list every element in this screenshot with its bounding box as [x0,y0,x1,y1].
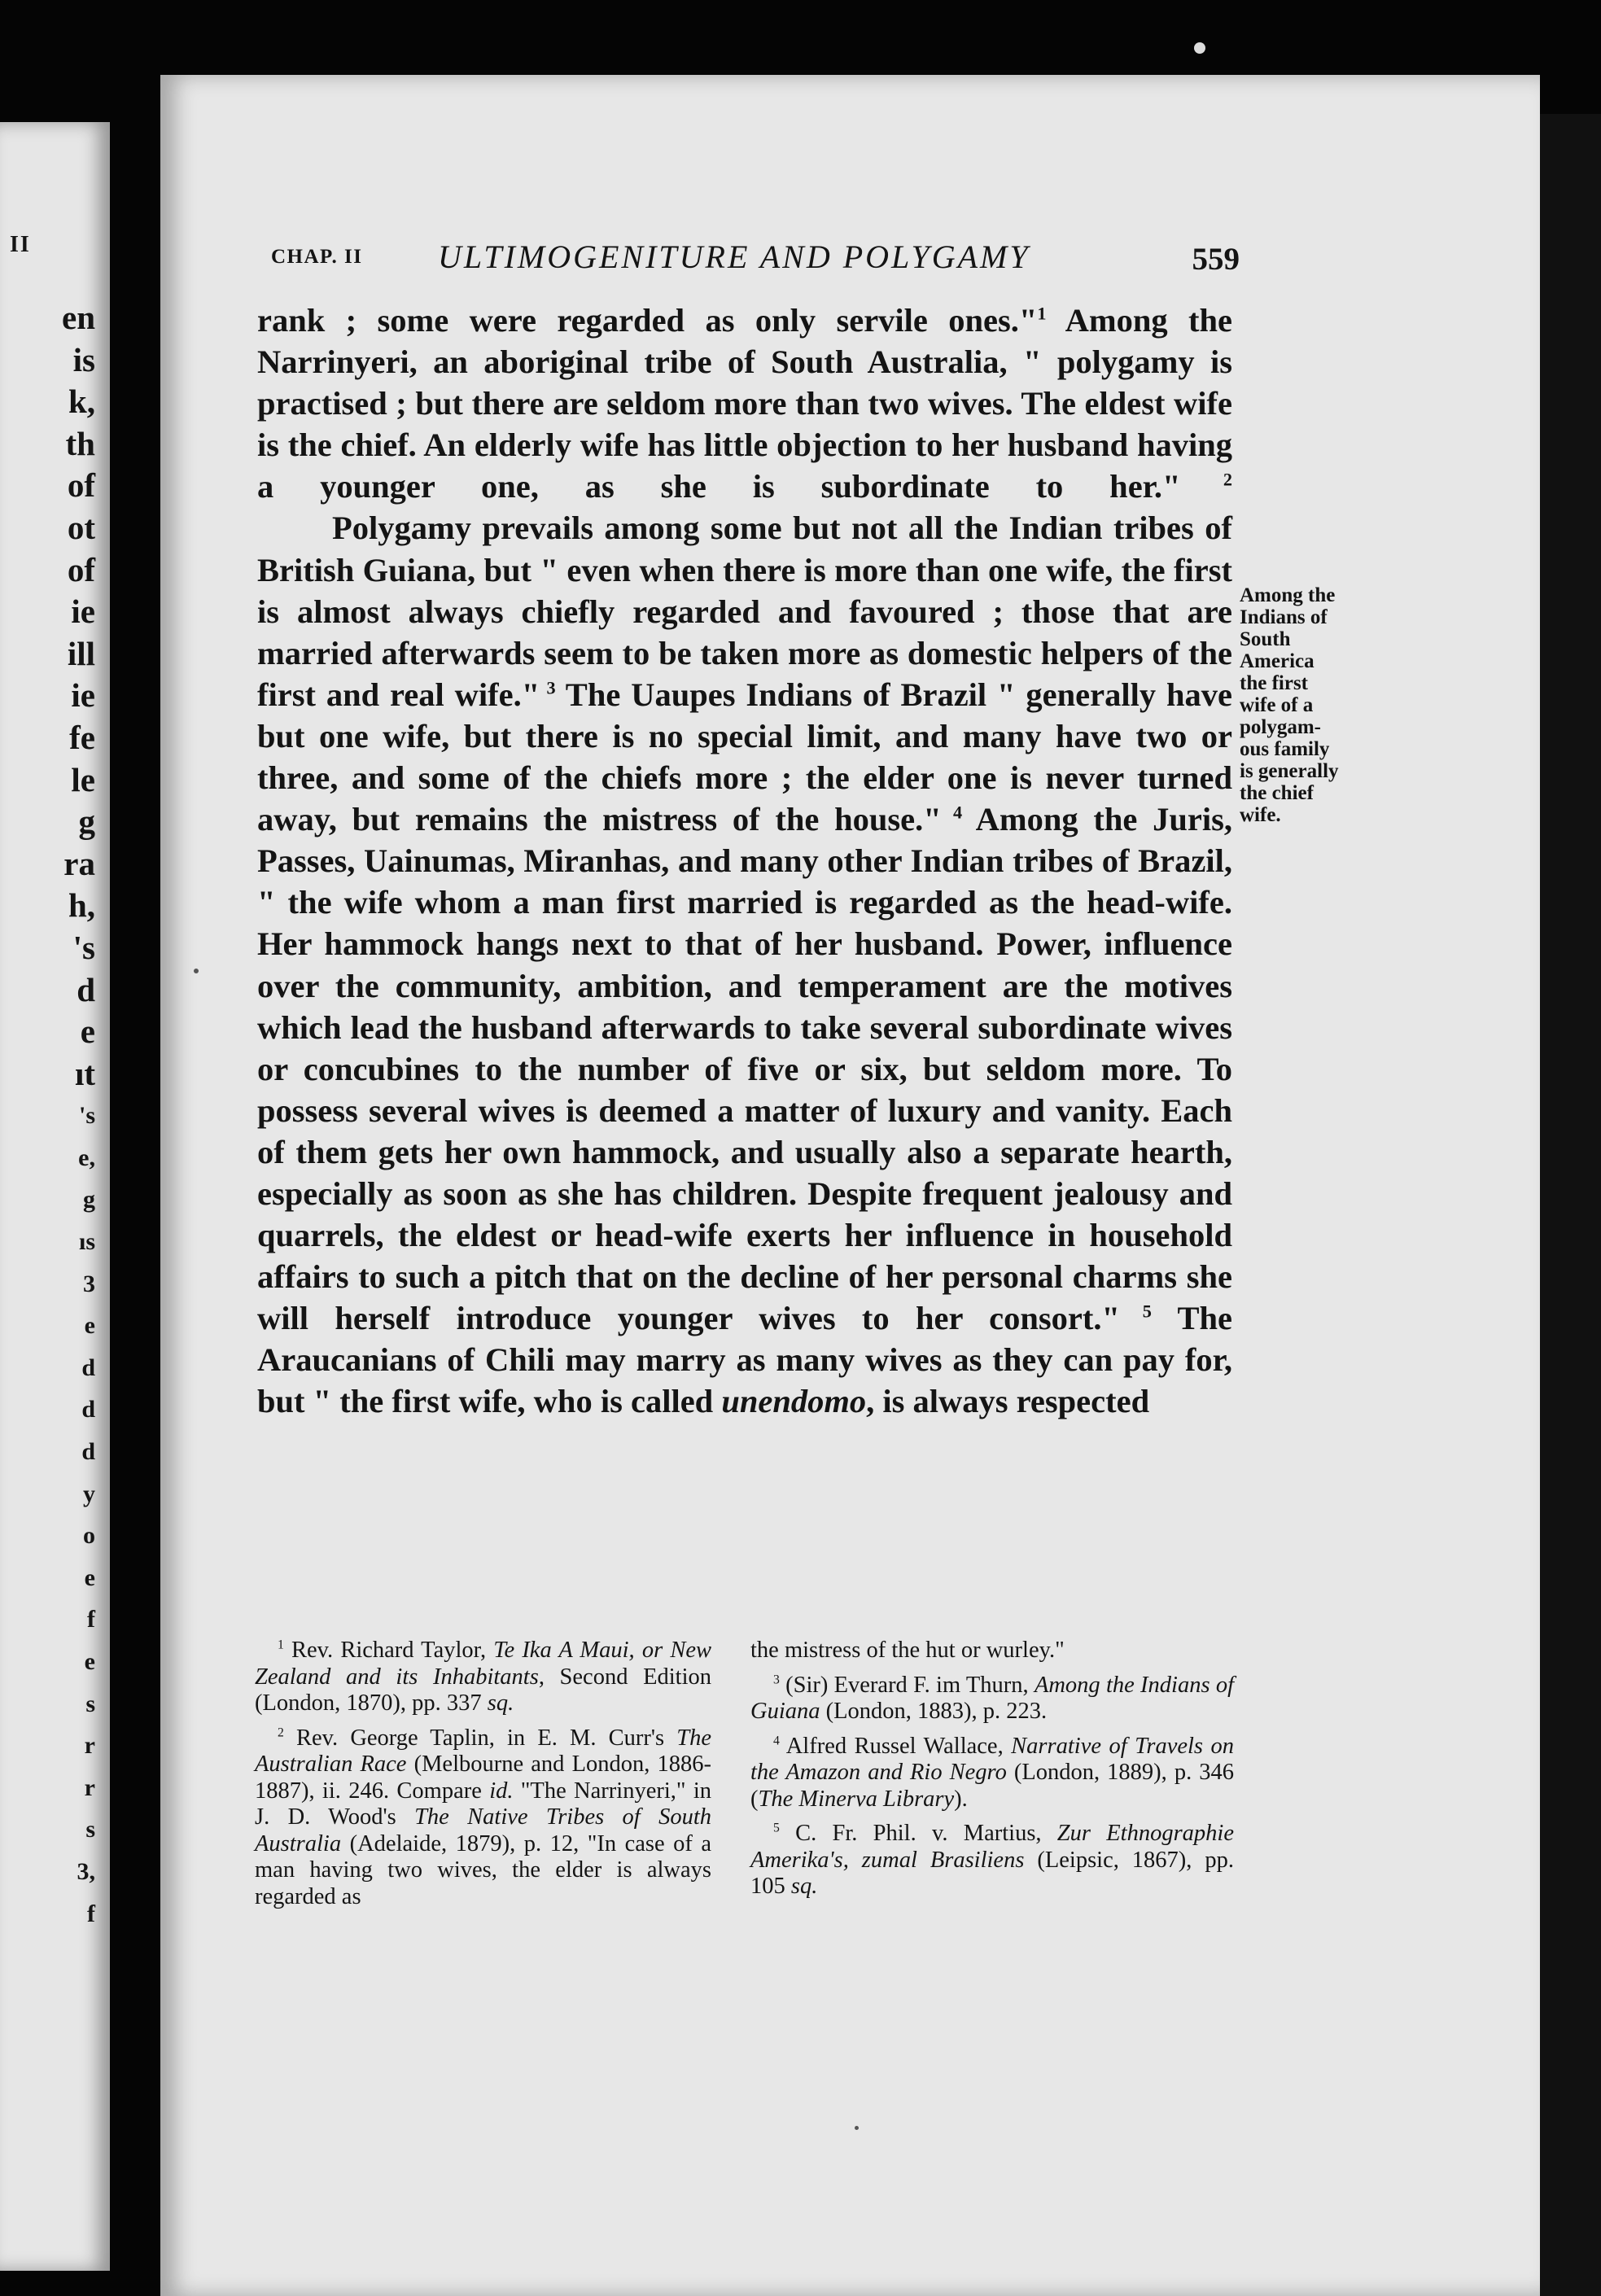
previous-page-line-fragment: le [71,760,95,798]
previous-page-line-fragment: en [62,299,95,336]
paragraph: rank ; some were regarded as only servile ones."$^1$ Among the Narrinyeri, an aboriginal tribe of South Australia, " polygamy is practised ; but there are seldom more than two wives. The eldest wife is the chief. An elderly wife has little objection to her husband having a younger one, as she is subordinate to her." $^2$ [257,302,1232,505]
footnote-continuation: the mistress of the hut or wurley." [750,1638,1065,1663]
footnotes-right-column [750,1638,1234,1909]
margin-note-line: Among the [1240,584,1336,606]
previous-page-line-fragment: d [81,1396,95,1424]
margin-note-line: South [1240,628,1291,650]
previous-page-line-fragment: is [72,340,95,378]
previous-page-line-fragment: 3, [77,1857,95,1885]
previous-page-line-fragment: ıs [78,1228,95,1256]
previous-page-line-fragment: h, [68,886,95,925]
running-title: ULTIMOGENITURE AND POLYGAMY [438,238,1030,275]
margin-note-line: the first [1240,672,1308,694]
previous-page-line-fragment: 's [78,1102,95,1130]
previous-page-line-fragment: s [85,1816,95,1843]
margin-note [1240,584,1378,826]
page-blemish [855,2126,859,2130]
footnote: $^3$ (Sir) Everard F. im Thurn, Among the Indians of Guiana (London, 1883), p. 223. [750,1672,1234,1724]
page-blemish [1194,42,1205,54]
margin-note-line: wife. [1240,804,1281,826]
margin-note-line: America [1240,650,1314,672]
previous-page-line-fragment: r [84,1732,95,1760]
footnotes-left-column [255,1638,711,1918]
previous-page-line-fragment: th [65,424,95,462]
previous-page-line-fragment: fe [69,718,95,756]
previous-page-line-fragment: 3 [83,1270,95,1297]
previous-page-line-fragment: e [84,1648,95,1675]
previous-page-running-head: II [10,232,31,257]
previous-page-line-fragment: ıt [74,1054,95,1092]
margin-note-line: is generally [1240,760,1339,782]
previous-page-line-fragment: r [84,1773,95,1801]
previous-page-line-fragment: ra [63,844,95,882]
previous-page-line-fragment: of [67,466,95,505]
margin-note-line: the chief [1240,782,1314,804]
footnote: $^1$ Rev. Richard Taylor, Te Ika A Maui, or New Zealand and its Inhabitants, Second Edition (London, 1870), pp. 337 sq. [255,1638,711,1716]
previous-page-line-fragment: e [80,1012,95,1051]
previous-page-line-fragment: ie [71,676,95,715]
previous-page-line-fragment: e [84,1563,95,1591]
body-text [257,300,1232,1423]
footnote: $^2$ Rev. George Taplin, in E. M. Curr's The Australian Race (Melbourne and London, 1886-1887), ii. 246. Compare id. "The Narrinyeri," in J. D. Wood's The Native Tribes of South Australia (Adelaide, 1879), p. 12, "In case of a man having two wives, the elder is always regarded as [255,1725,711,1909]
previous-page-line-fragment: f [87,1900,95,1927]
previous-page-line-fragment: f [87,1606,95,1633]
previous-page-line-fragment: ot [67,508,95,546]
running-head [271,238,1240,286]
page-blemish [194,969,199,973]
margin-note-line: wife of a [1240,694,1314,716]
previous-page-line-fragment: 's [72,928,95,966]
previous-page-line-fragment: k, [68,383,95,421]
previous-page-line-fragment: ie [71,593,95,631]
paragraph: Polygamy prevails among some but not all the Indian tribes of British Guiana, but " even when there is more than one wife, the first is almost always chiefly regarded and favoured ; those that are married afterwards seem to be taken more as domestic helpers of the first and real wife." $^3$ The Uaupes Indians of Brazil " generally have but one wife, but there is no special limit, and many have two or three, and some of the chiefs more ; the elder one is never turned away, but remains the mistress of the house." $^4$ Among the Juris, Passes, Uainumas, Miranhas, and many other Indian tribes of Brazil, " the wife whom a man first married is regarded as the head-wife. Her hammock hangs next to that of her husband. Power, influence over the community, ambition, and temperament are the motives which lead the husband afterwards to take several subordinate wives or concubines to the number of five or six, but seldom more. To possess several wives is deemed a matter of luxury and vanity. Each of them gets her own hammock, and usually also a separate hearth, especially as soon as she has children. Despite frequent jealousy and quarrels, the eldest or head-wife exerts her influence in household affairs to such a pitch that on the decline of her personal charms she will herself introduce younger wives to her consort." $^5$ The Araucanians of Chili may marry as many wives as they can pay for, but " the first wife, who is called unendomo, is always respected [257,509,1232,1420]
previous-page-line-fragment: e, [78,1144,95,1171]
previous-page-line-fragment: y [83,1480,95,1507]
footnote-ref[interactable]: 1 [1037,303,1047,324]
previous-page-line-fragment: e [84,1312,95,1340]
previous-page-line-fragment: s [85,1690,95,1717]
margin-note-line: polygam- [1240,716,1321,738]
margin-note-line: Indians of [1240,606,1328,628]
page-right-edge [1540,114,1601,2296]
previous-page-line-fragments [0,297,95,1935]
previous-page-line-fragment: ill [67,634,95,672]
footnote: $^4$ Alfred Russel Wallace, Narrative of Travels on the Amazon and Rio Negro (London, 1889), p. 346 (The Minerva Library). [750,1733,1235,1812]
italic-term: unendomo [721,1383,867,1420]
previous-page-line-fragment: d [81,1438,95,1466]
book-gutter [110,98,163,2296]
footnote: $^5$ C. Fr. Phil. v. Martius, Zur Ethnographie Amerika's, zumal Brasiliens (Leipsic, 1867), pp. 105 sq. [750,1821,1234,1899]
chapter-label: CHAP. II [271,246,363,268]
margin-note-line: ous family [1240,738,1330,760]
footnote-ref[interactable]: 5 [1119,1301,1152,1322]
footnote-ref[interactable]: 2 [1180,469,1232,490]
previous-page-line-fragment: g [78,803,95,841]
previous-page-line-fragment: d [81,1354,95,1381]
previous-page-line-fragment: d [77,970,95,1008]
footnote-ref[interactable]: 3 [540,677,556,698]
previous-page-line-fragment: of [67,550,95,588]
previous-page-line-fragment: o [83,1522,95,1550]
page-number: 559 [1192,242,1240,277]
previous-page-edge [0,122,110,2271]
previous-page-line-fragment: g [83,1186,95,1214]
footnote-ref[interactable]: 4 [941,802,963,823]
